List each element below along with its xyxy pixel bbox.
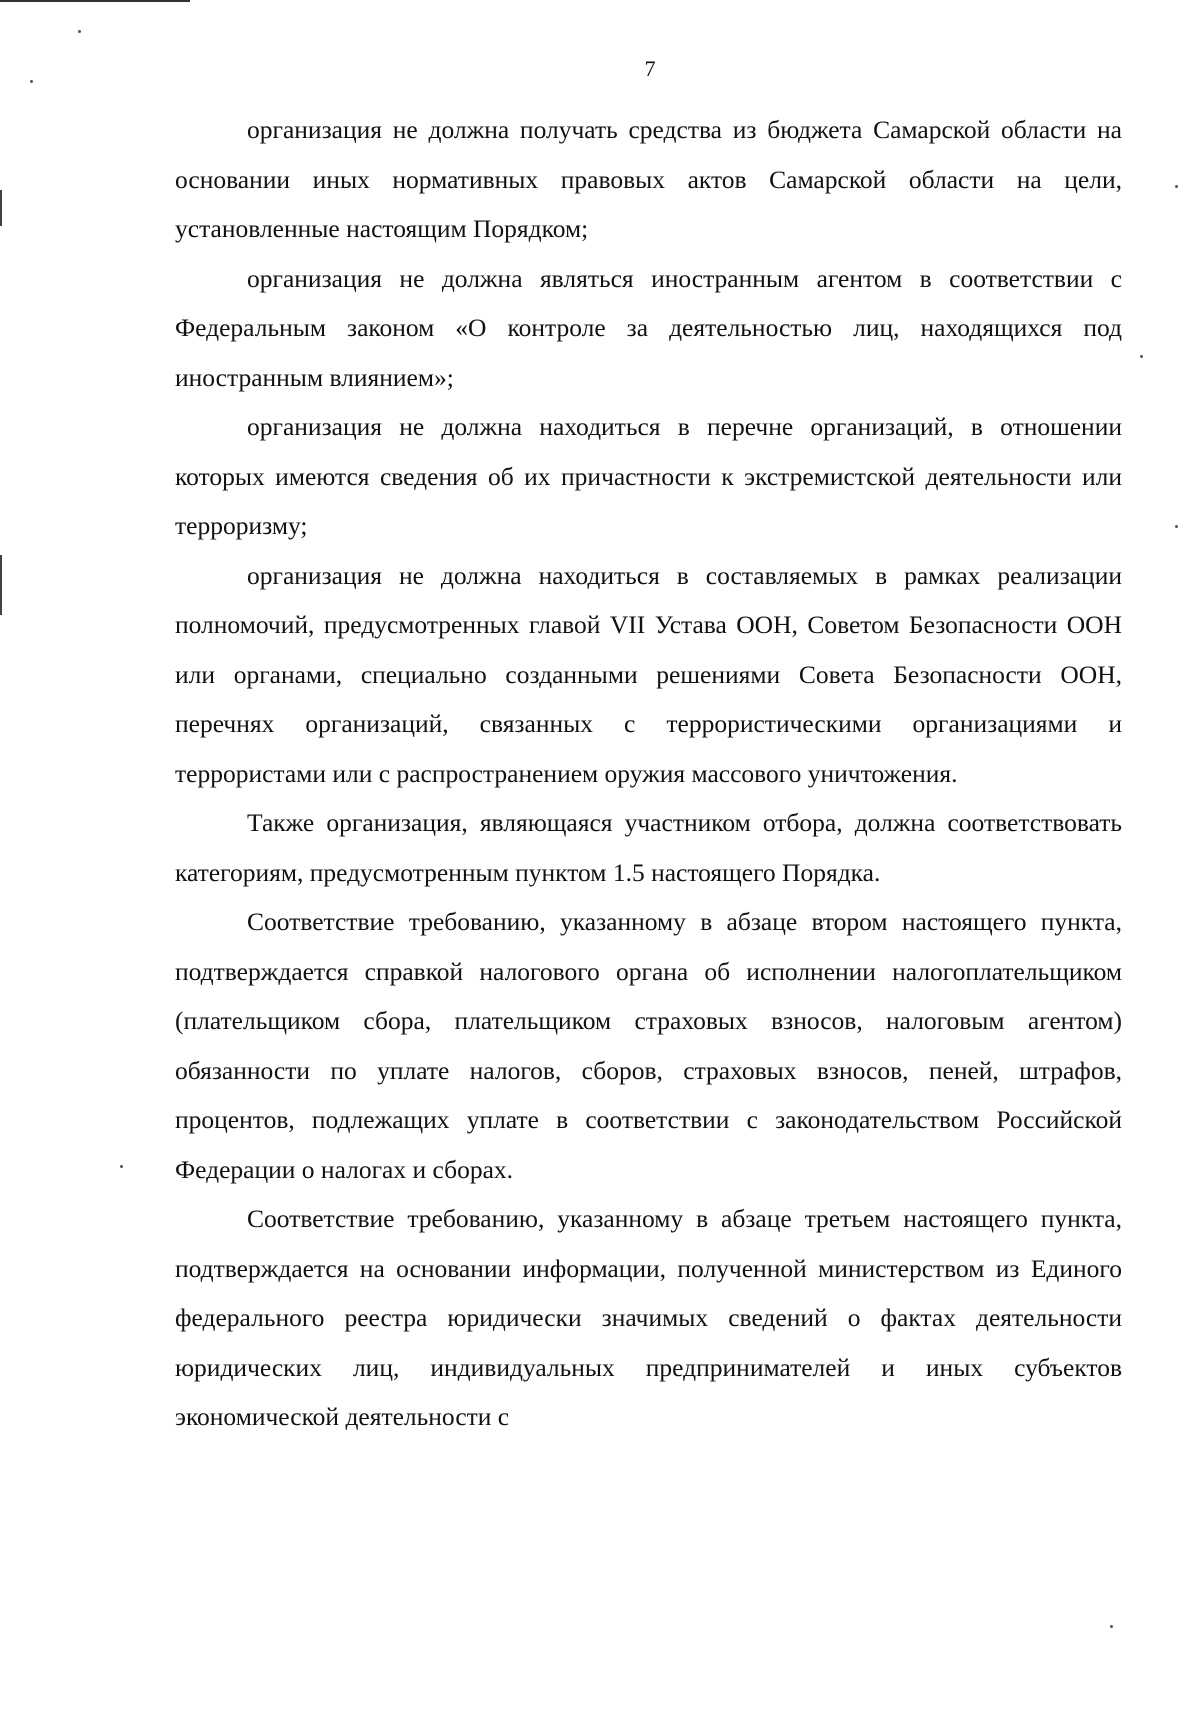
paragraph: Также организация, являющаяся участником отбора, должна соответствовать категориям, предусмотренным пунктом 1.5 настоящего Порядка. [175, 808, 1122, 887]
scan-edge-mark [0, 190, 2, 226]
document-body [175, 105, 1122, 1442]
scan-speck [120, 1165, 123, 1168]
paragraph: Соответствие требованию, указанному в абзаце третьем настоящего пункта, подтверждается на основании информации, полученной министерством из Единого федерального реестра юридически значимых сведений о фактах деятельности юридических лиц, индивидуальных предпринимателей и иных субъектов экономической деятельности с [175, 1204, 1122, 1431]
scan-speck [1140, 355, 1143, 358]
paragraph: организация не должна находиться в перечне организаций, в отношении которых имеются сведения об их причастности к экстремистской деятельности или терроризму; [175, 412, 1122, 540]
scan-speck [1110, 1625, 1113, 1628]
scan-edge-mark [0, 555, 2, 615]
page-number: 7 [644, 56, 656, 81]
paragraph: организация не должна находиться в составляемых в рамках реализации полномочий, предусмотренных главой VII Устава ООН, Советом Безопасности ООН или органами, специально созданными решениями Совета Безопасности ООН, перечнях организаций, связанных с террористическими организациями и террористами или с распространением оружия массового уничтожения. [175, 560, 1122, 788]
paragraph: Соответствие требованию, указанному в абзаце втором настоящего пункта, подтверждается справкой налогового органа об исполнении налогоплательщиком (плательщиком сбора, плательщиком страховых взносов, налоговым агентом) обязанности по уплате налогов, сборов, страховых взносов, пеней, штрафов, процентов, подлежащих уплате в соответствии с законодательством Российской Федерации о налогах и сборах. [175, 907, 1122, 1184]
scan-speck [1175, 525, 1178, 528]
paragraph: организация не должна получать средства из бюджета Самарской области на основании иных нормативных правовых актов Самарской области на цели, установленные настоящим Порядком; [175, 115, 1122, 243]
paragraph: организация не должна являться иностранным агентом в соответствии с Федеральным законом «О контроле за деятельностью лиц, находящихся под иностранным влиянием»; [175, 263, 1122, 392]
top-edge-rule [0, 0, 190, 2]
scan-speck [1175, 185, 1178, 188]
scan-speck [78, 30, 81, 33]
